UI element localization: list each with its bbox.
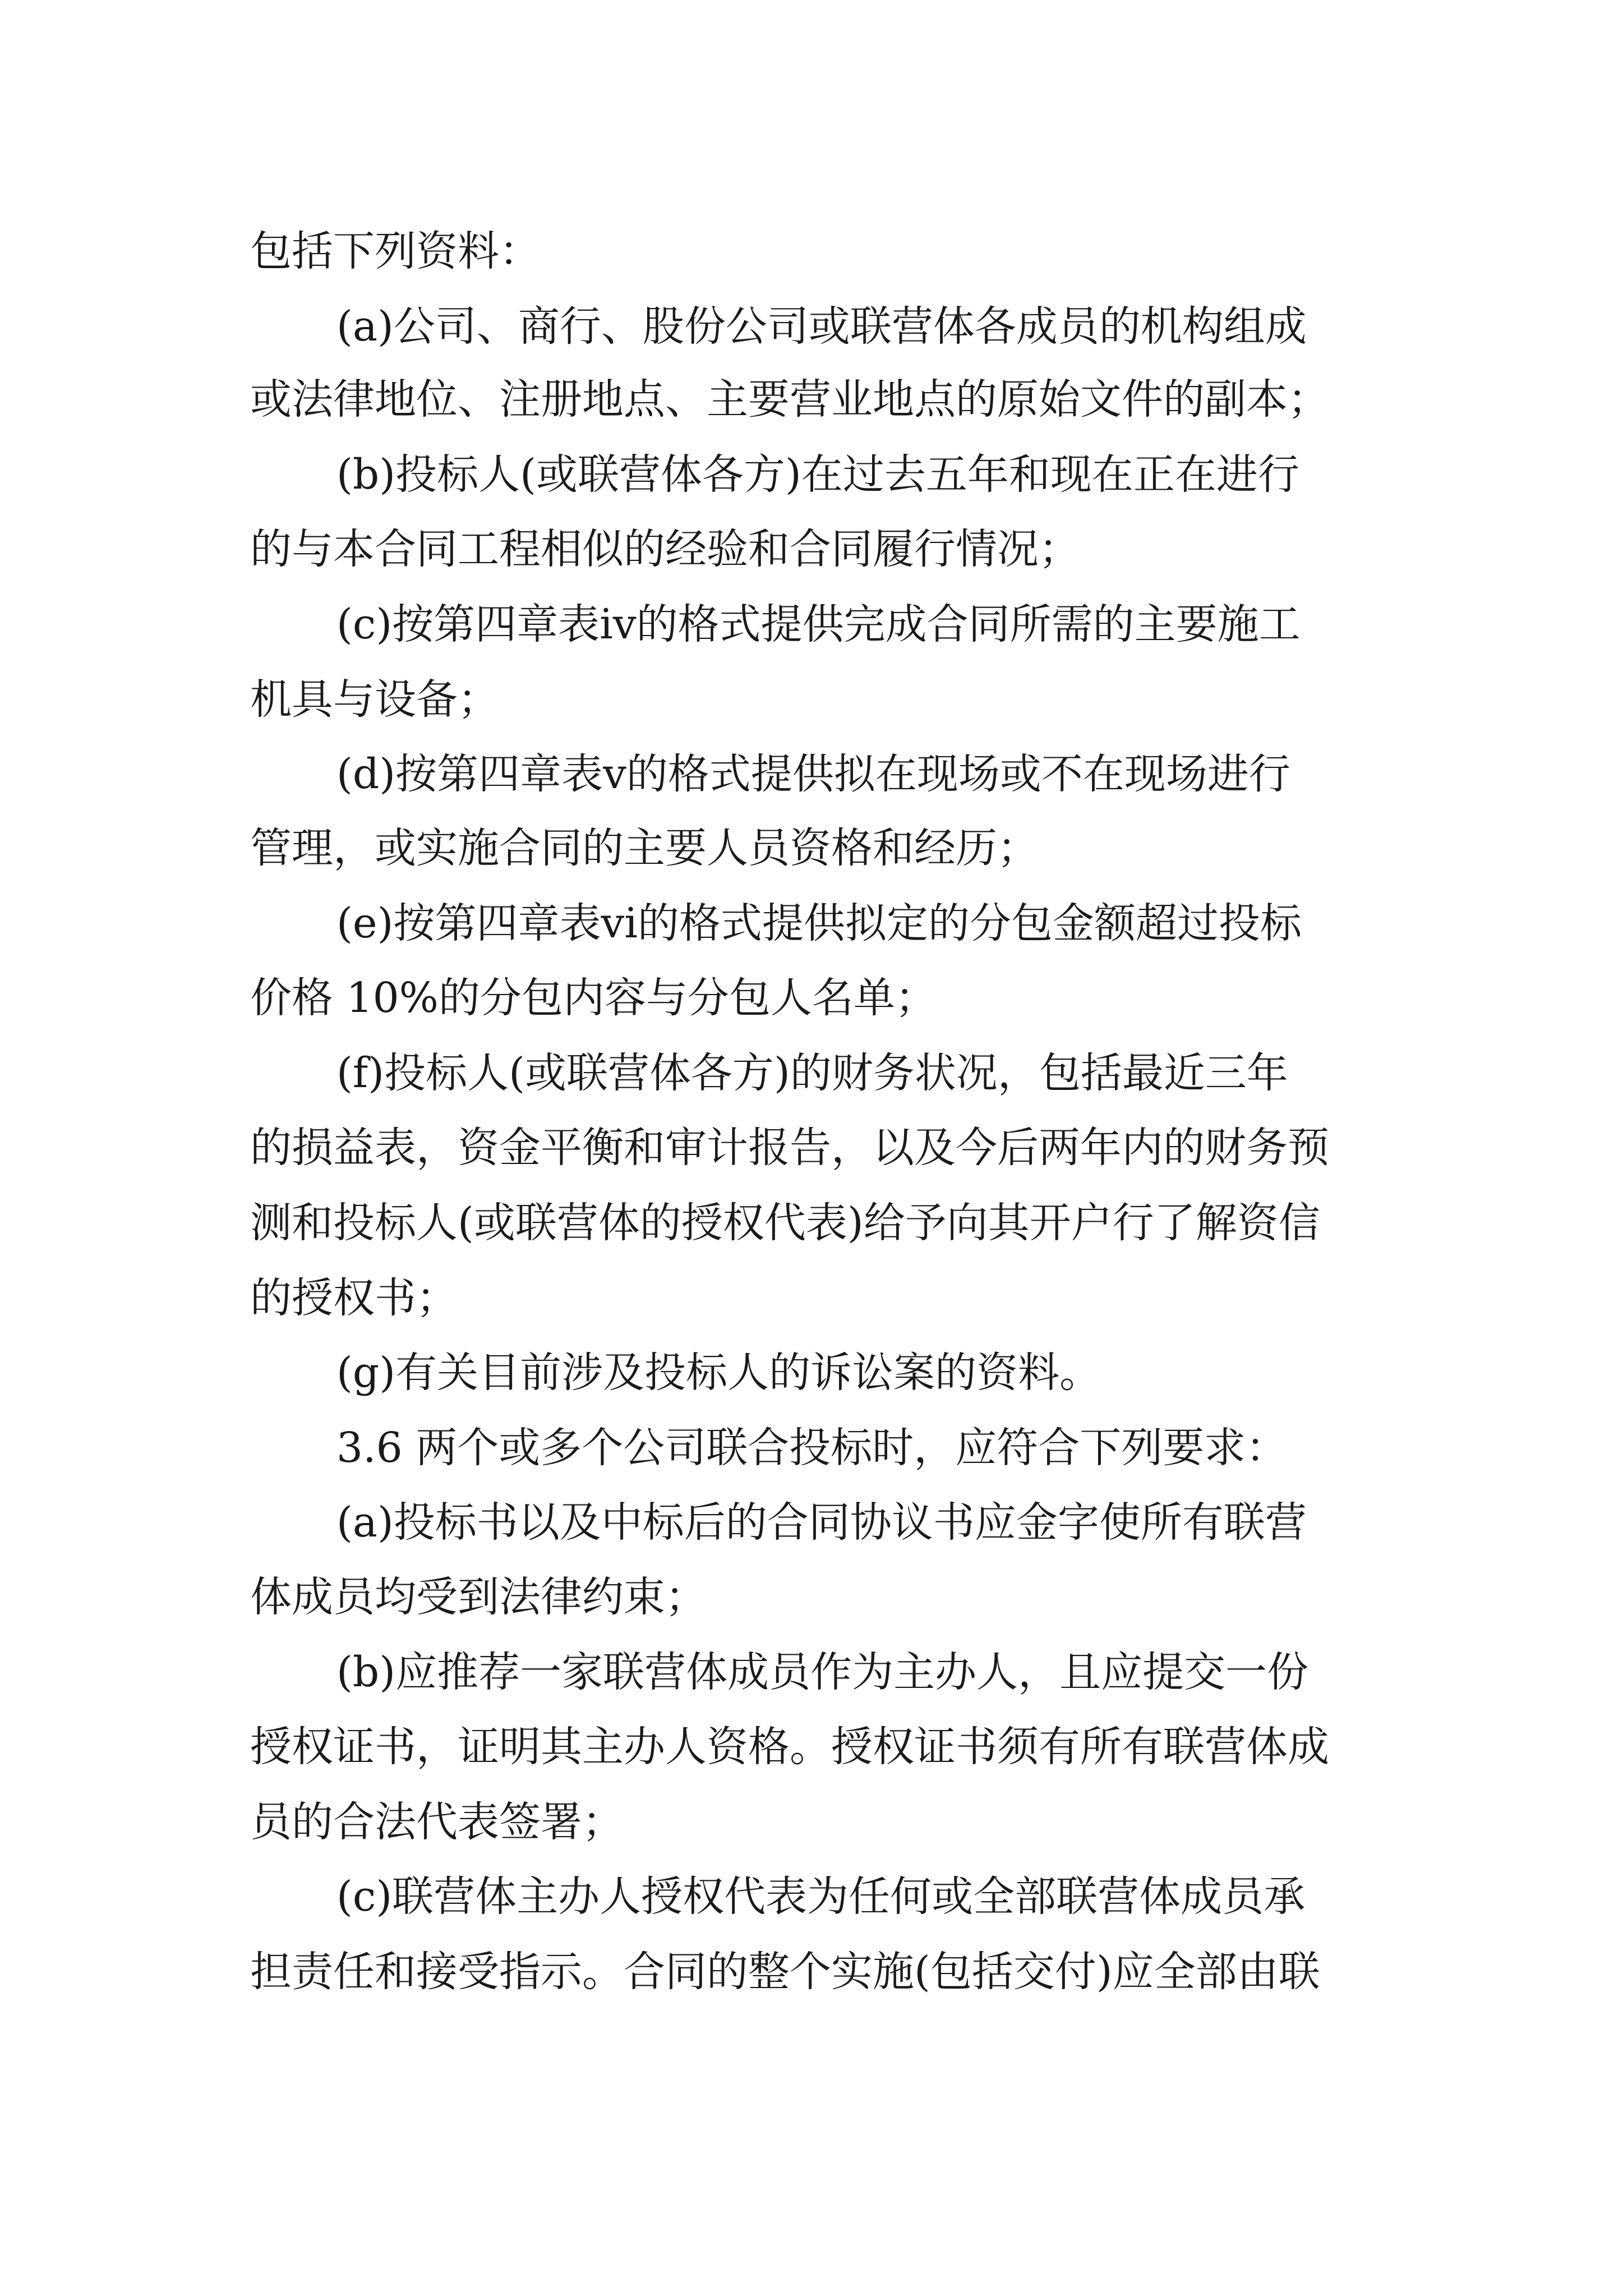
- text-line: (b)投标人(或联营体各方)在过去五年和现在正在进行: [336, 450, 1299, 499]
- text-line: 的损益表，资金平衡和审计报告，以及今后两年内的财务预: [250, 1124, 1329, 1172]
- text-line: 担责任和接受指示。合同的整个实施(包括交付)应全部由联: [250, 1948, 1320, 1996]
- text-line: (e)按第四章表ⅵ的格式提供拟定的分包金额超过投标: [336, 899, 1302, 947]
- text-line: 测和投标人(或联营体的授权代表)给予向其开户行了解资信: [250, 1199, 1320, 1247]
- text-line: 价格 10%的分包内容与分包人名单；: [250, 974, 937, 1022]
- text-line: (c)按第四章表ⅳ的格式提供完成合同所需的主要施工: [336, 600, 1301, 648]
- text-line: 授权证书，证明其主办人资格。授权证书须有所有联营体成: [250, 1723, 1329, 1771]
- text-line: (c)联营体主办人授权代表为任何或全部联营体成员承: [336, 1872, 1306, 1921]
- text-line: 的与本合同工程相似的经验和合同履行情况；: [250, 525, 1080, 573]
- text-line: (a)投标书以及中标后的合同协议书应金字使所有联营: [336, 1498, 1307, 1547]
- text-line: 体成员均受到法律约束；: [250, 1573, 707, 1621]
- text-line: 的授权书；: [250, 1274, 458, 1322]
- text-line: (b)应推荐一家联营体成员作为主办人，且应提交一份: [336, 1648, 1309, 1696]
- text-line: (g)有关目前涉及投标人的诉讼案的资料。: [336, 1349, 1101, 1397]
- text-line: 员的合法代表签署；: [250, 1798, 624, 1846]
- text-line: 管理，或实施合同的主要人员资格和经历；: [250, 824, 1039, 872]
- text-line: 3.6 两个或多个公司联合投标时，应符合下列要求：: [336, 1424, 1288, 1472]
- text-line: 包括下列资料：: [250, 227, 541, 275]
- text-line: 或法律地位、注册地点、主要营业地点的原始文件的副本；: [250, 375, 1329, 424]
- text-line: (f)投标人(或联营体各方)的财务状况，包括最近三年: [336, 1049, 1288, 1097]
- text-line: 机具与设备；: [250, 675, 499, 724]
- text-line: (d)按第四章表ⅴ的格式提供拟在现场或不在现场进行: [336, 750, 1290, 798]
- text-line: (a)公司、商行、股份公司或联营体各成员的机构组成: [336, 302, 1307, 351]
